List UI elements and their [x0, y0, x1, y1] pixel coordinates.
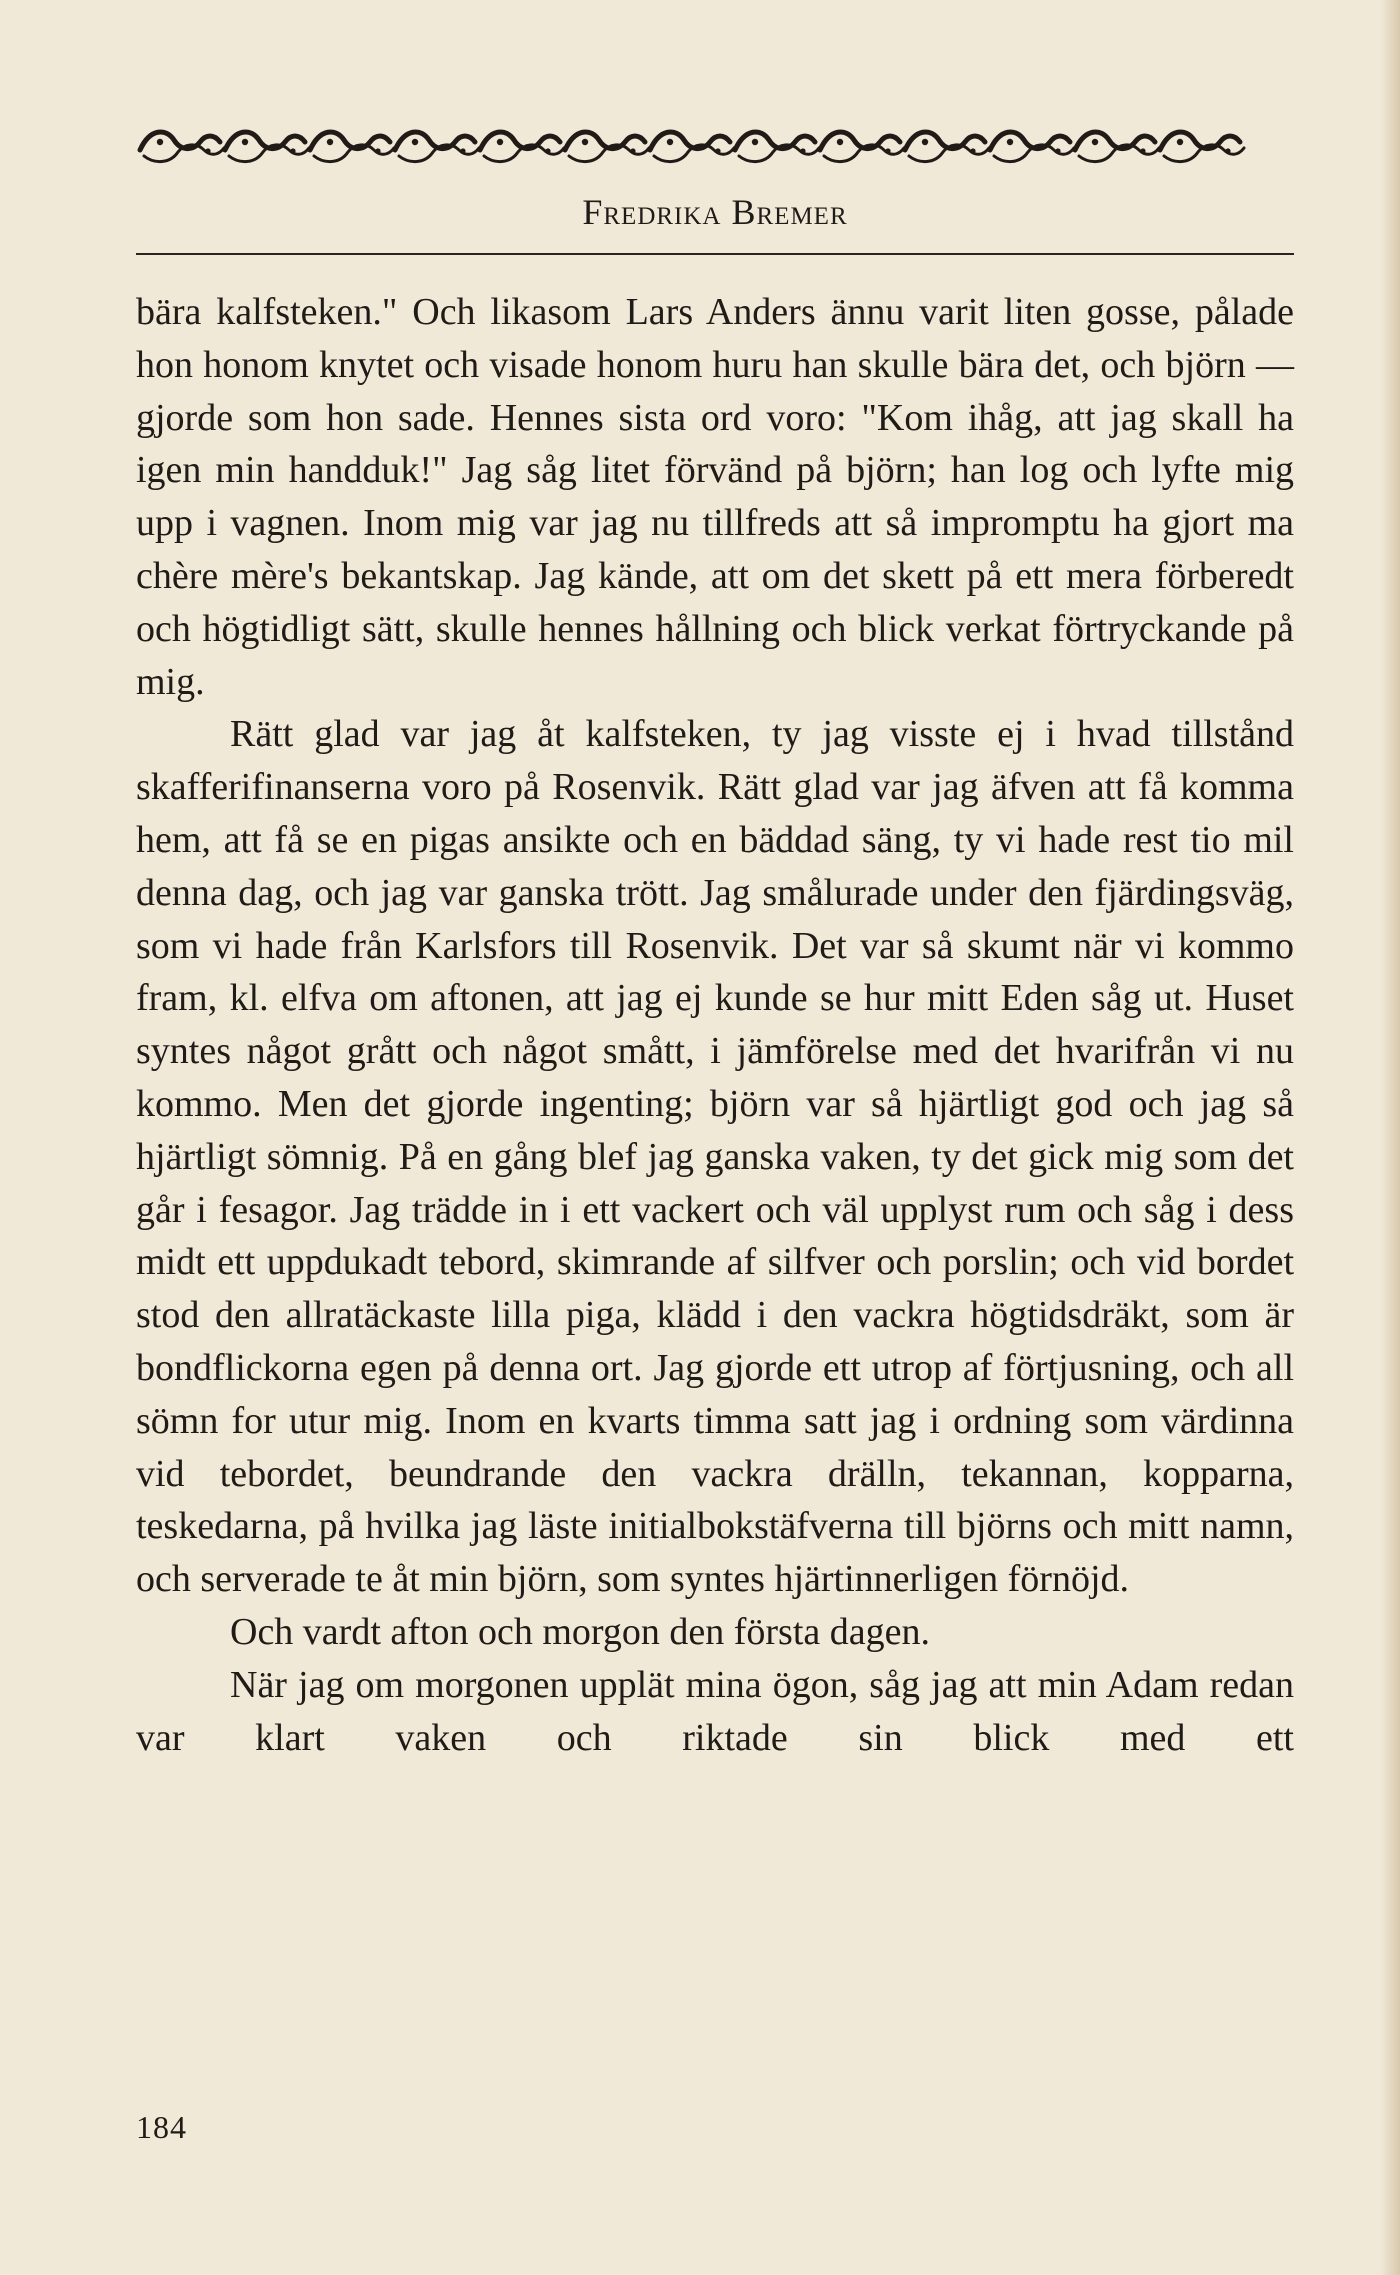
decorative-header-ornament: [136, 122, 1294, 170]
page-edge-shadow: [1380, 0, 1400, 2275]
page-number: 184: [136, 2109, 187, 2145]
paragraph-continuation: bära kalfsteken." Och likasom Lars Anders ännu varit liten gosse, pålade hon honom knytet och visade honom huru han skulle bära det, och björn — gjorde som hon sade. Hennes sista ord voro: "Kom ihåg, att jag skall ha igen min handduk!" Jag såg litet förvänd på björn; han log och lyfte mig upp i vagnen. Inom mig var jag nu tillfreds att så impromptu ha gjort ma chère mère's bekantskap. Jag kände, att om det skett på ett mera förberedt och högtidligt sätt, skulle hennes hållning och blick verkat förtryckande på mig.: [136, 291, 1294, 703]
paragraph: När jag om morgonen upplät mina ögon, såg jag att min Adam redan var klart vaken och riktade sin blick med ett: [136, 1663, 1294, 1759]
body-text: [136, 286, 1294, 1764]
running-head: Fredrika Bremer: [582, 192, 848, 232]
paragraph: Och vardt afton och morgon den första dagen.: [230, 1610, 930, 1653]
header-rule: [136, 253, 1294, 255]
paragraph: Rätt glad var jag åt kalfsteken, ty jag visste ej i hvad tillstånd skafferifinanserna voro på Rosenvik. Rätt glad var jag äfven att få komma hem, att få se en pigas ansikte och en bäddad säng, ty vi hade rest tio mil denna dag, och jag var ganska trött. Jag smålurade under den fjärdingsväg, som vi hade från Karlsfors till Rosenvik. Det var så skumt när vi kommo fram, kl. elfva om aftonen, att jag ej kunde se hur mitt Eden såg ut. Huset syntes något grått och något smått, i jämförelse med det hvarifrån vi nu kommo. Men det gjorde ingenting; björn var så hjärtligt god och jag så hjärtligt sömnig. På en gång blef jag ganska vaken, ty det gick mig som det går i fesagor. Jag trädde in i ett vackert och väl upplyst rum och såg i dess midt ett uppdukadt tebord, skimrande af silfver och porslin; och vid bordet stod den allratäckaste lilla piga, klädd i den vackra högtidsdräkt, som är bondflickorna egen på denna ort. Jag gjorde ett utrop af förtjusning, och all sömn for utur mig. Inom en kvarts timma satt jag i ordning som värdinna vid tebordet, beundrande den vackra drälln, tekannan, kopparna, teskedarna, på hvilka jag läste initialbokstäfverna till björns och mitt namn, och serverade te åt min björn, som syntes hjärtinnerligen förnöjd.: [136, 713, 1294, 1601]
